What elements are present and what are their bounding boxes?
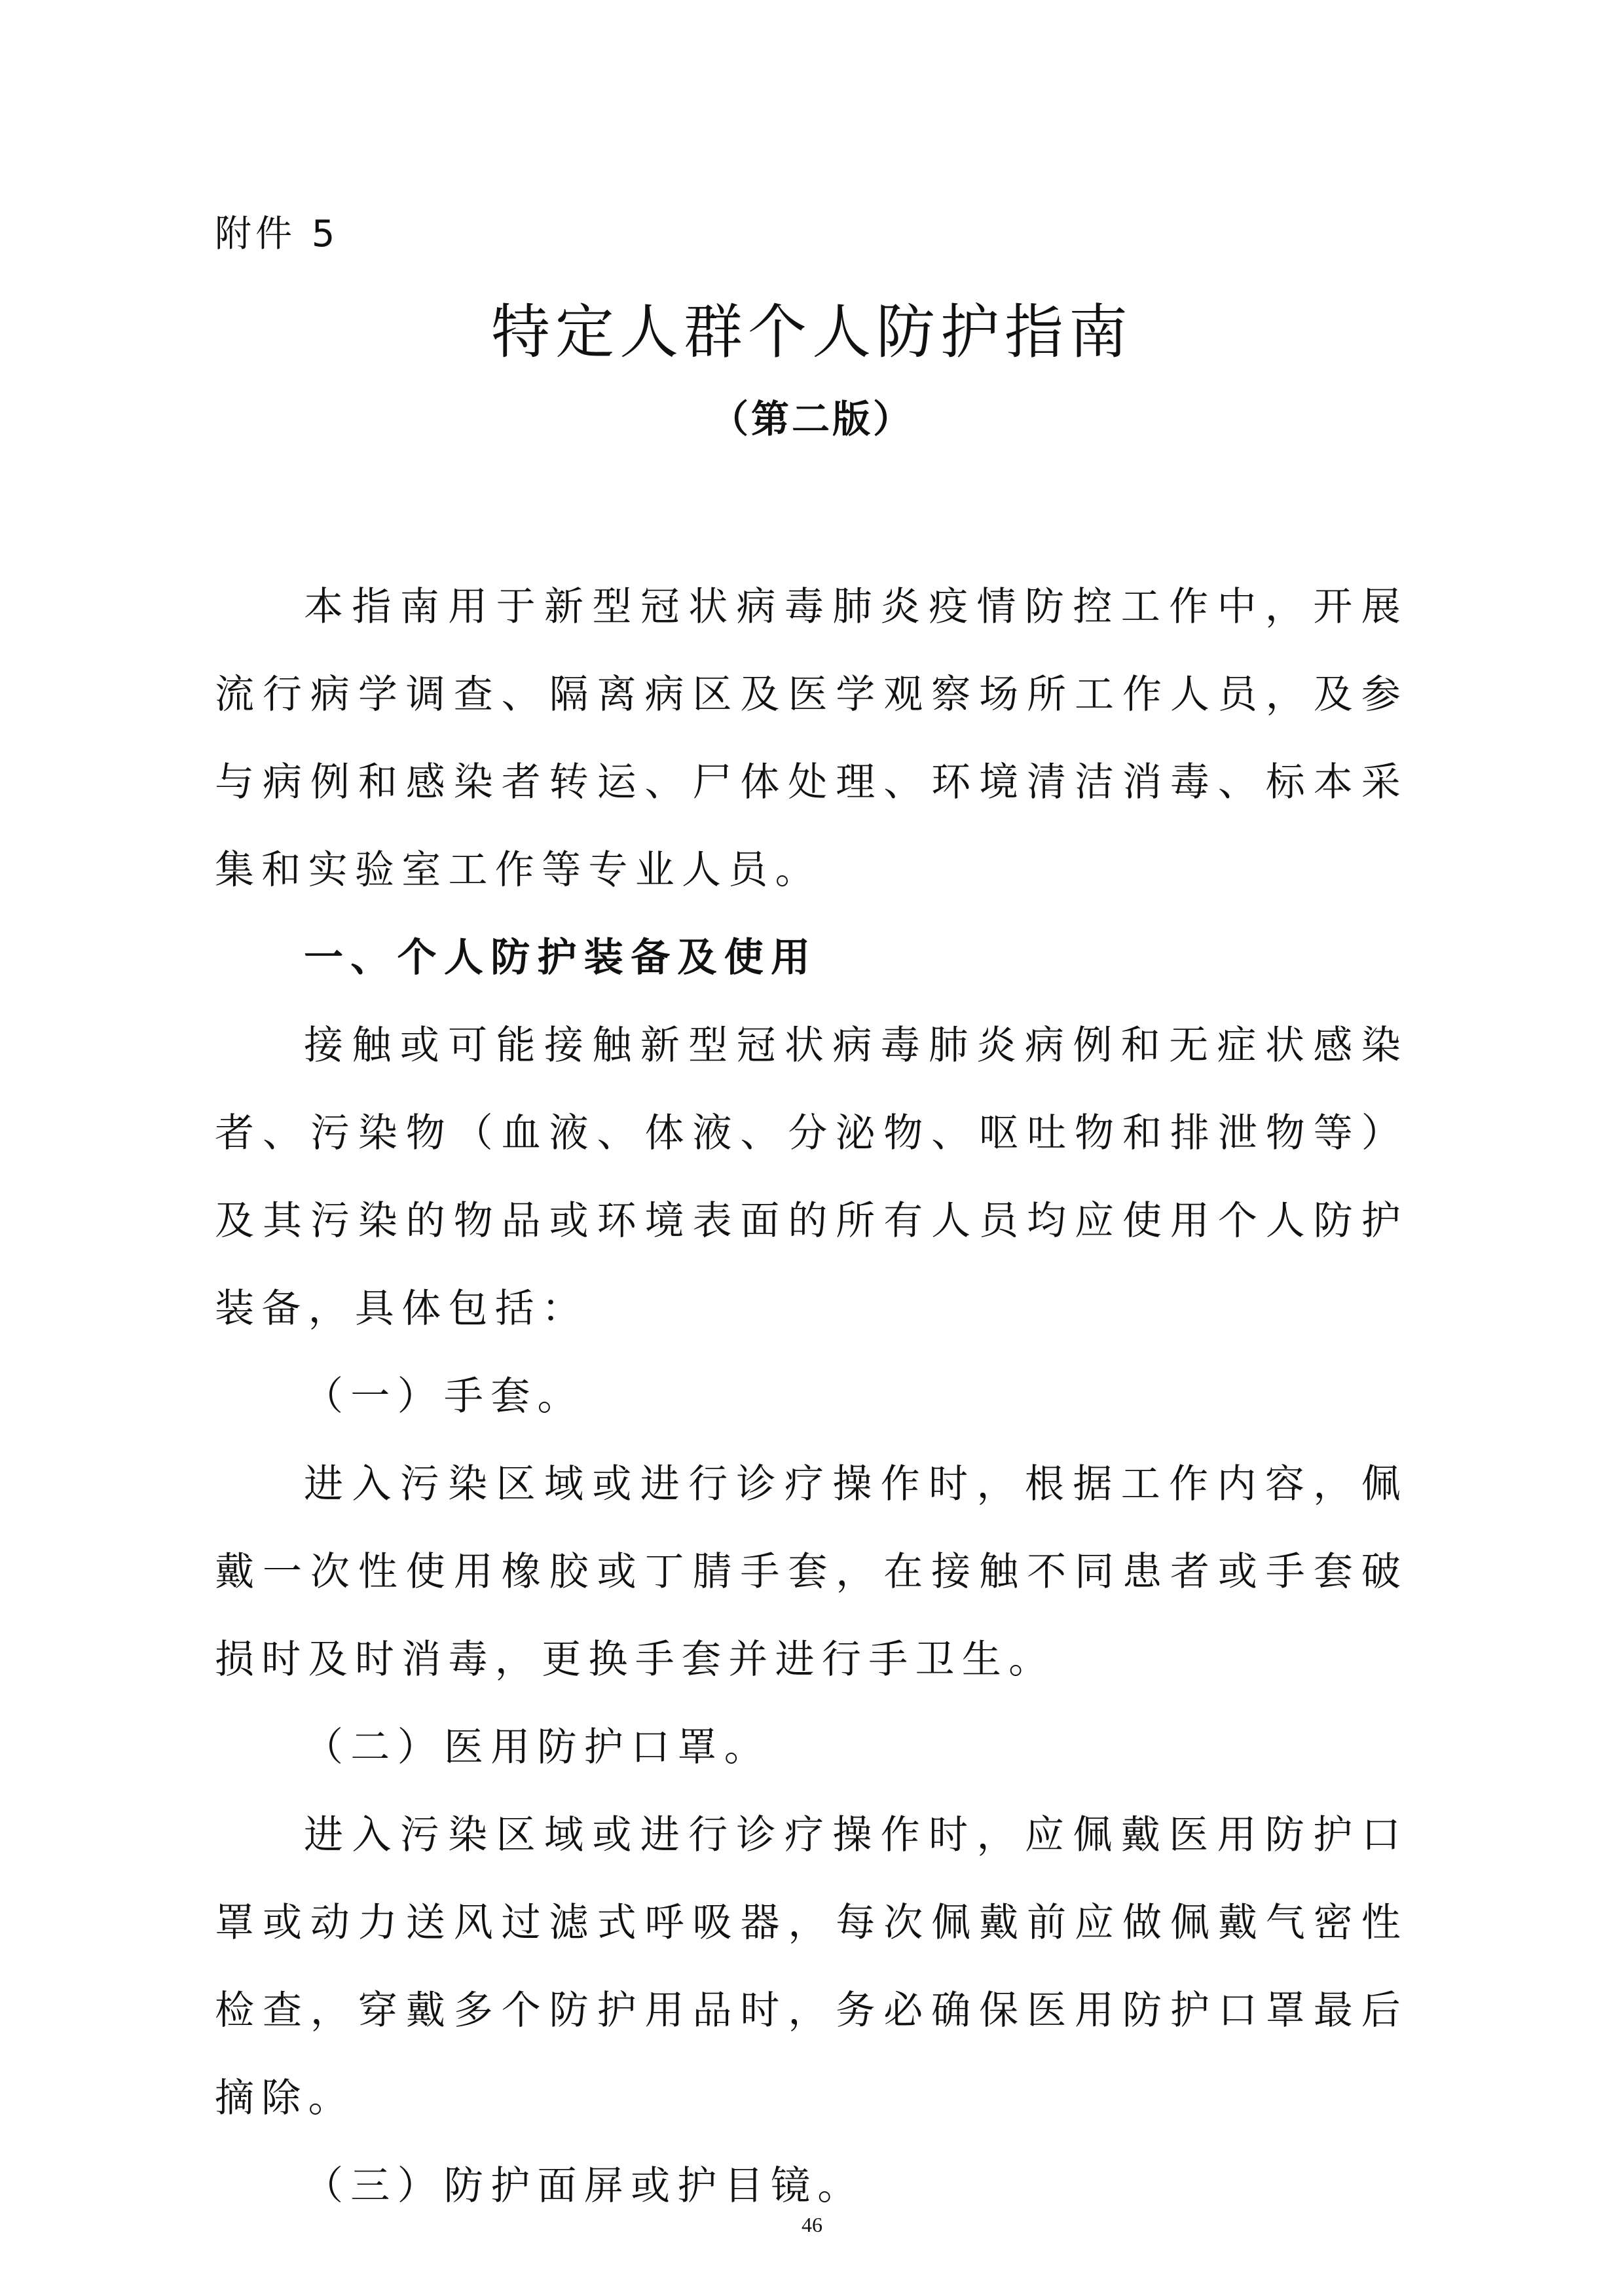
document-body <box>215 563 1408 2230</box>
subsection-paragraph-medical-mask: 进入污染区域或进行诊疗操作时，应佩戴医用防护口罩或动力送风过滤式呼吸器，每次佩戴前应做佩戴气密性检查，穿戴多个防护用品时，务必确保医用防护口罩最后摘除。 <box>215 1812 1408 2121</box>
page-number: 46 <box>802 2213 822 2236</box>
document-title: 特定人群个人防护指南 <box>491 298 1133 367</box>
section-heading-personal-protective-equipment: 一、个人防护装备及使用 <box>304 935 818 981</box>
subsection-heading-face-shield: （三）防护面屏或护目镜。 <box>304 2163 864 2209</box>
intro-paragraph: 本指南用于新型冠状病毒肺炎疫情防控工作中，开展流行病学调查、隔离病区及医学观察场所工作人员，及参与病例和感染者转运、尸体处理、环境清洁消毒、标本采集和实验室工作等专业人员。 <box>215 584 1408 893</box>
attachment-label: 附件 5 <box>215 213 339 255</box>
document-subtitle: （第二版） <box>710 397 913 441</box>
subsection-heading-gloves: （一）手套。 <box>304 1374 584 1419</box>
section-paragraph-equipment-scope: 接触或可能接触新型冠状病毒肺炎病例和无症状感染者、污染物（血液、体液、分泌物、呕吐物和排泄物等）及其污染的物品或环境表面的所有人员均应使用个人防护装备，具体包括： <box>215 1023 1408 1332</box>
subsection-heading-medical-mask: （二）医用防护口罩。 <box>304 1724 771 1770</box>
subsection-paragraph-gloves: 进入污染区域或进行诊疗操作时，根据工作内容，佩戴一次性使用橡胶或丁腈手套，在接触不同患者或手套破损时及时消毒，更换手套并进行手卫生。 <box>215 1461 1408 1683</box>
